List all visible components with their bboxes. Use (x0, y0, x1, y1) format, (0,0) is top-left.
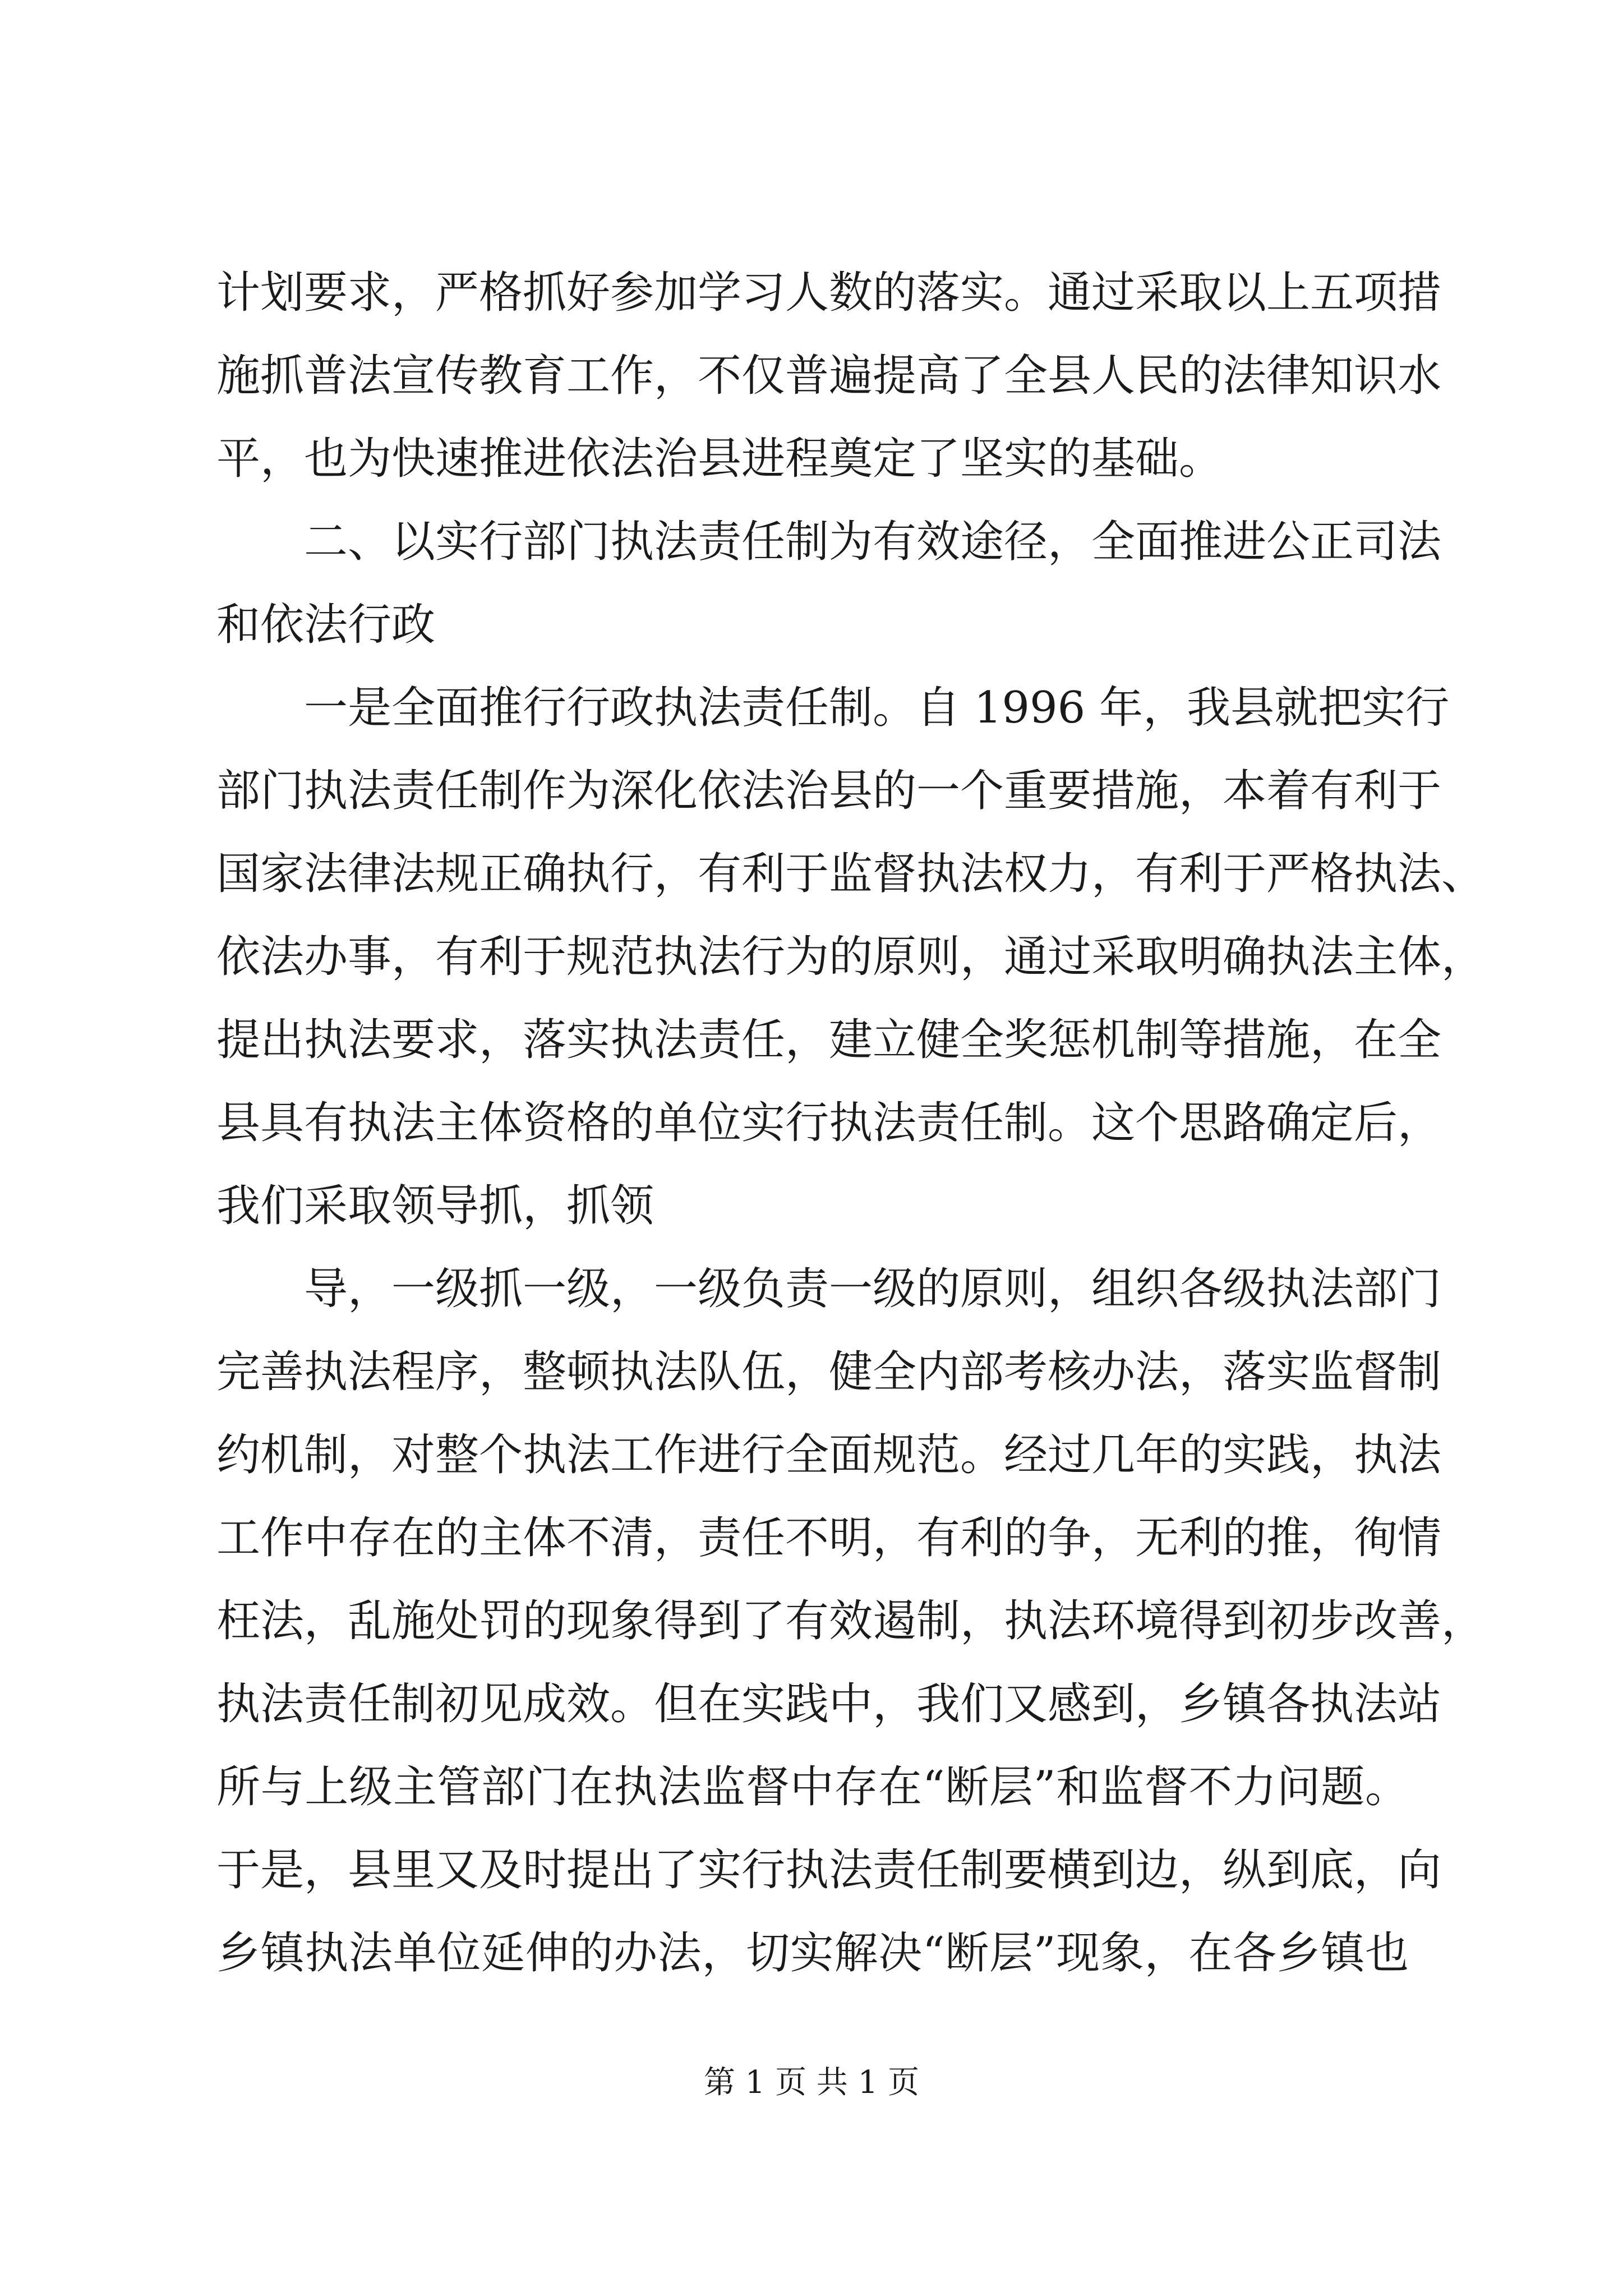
document-body (216, 251, 1486, 1995)
section-heading-line: 二、以实行部门执法责任制为有效途径，全面推进公正司法 (304, 517, 1442, 567)
text-line: 提出执法要求，落实执法责任，建立健全奖惩机制等措施，在全 (216, 1015, 1442, 1065)
text-line: 所与上级主管部门在执法监督中存在“断层”和监督不力问题。 (216, 1762, 1409, 1812)
page-number: 第 1 页 共 1 页 (703, 2064, 920, 2101)
text-line: 导，一级抓一级，一级负责一级的原则，组织各级执法部门 (304, 1264, 1442, 1314)
text-line: 平，也为快速推进依法治县进程奠定了坚实的基础。 (216, 434, 1223, 484)
text-line: 完善执法程序，整顿执法队伍，健全内部考核办法，落实监督制 (216, 1347, 1442, 1397)
section-heading-line: 和依法行政 (216, 600, 436, 650)
text-line: 枉法，乱施处罚的现象得到了有效遏制，执法环境得到初步改善， (216, 1596, 1486, 1646)
text-line: 一是全面推行行政执法责任制。自 1996 年，我县就把实行 (304, 683, 1450, 733)
page-footer (0, 2058, 1623, 2102)
text-line: 部门执法责任制作为深化依法治县的一个重要措施，本着有利于 (216, 766, 1442, 816)
text-line: 县具有执法主体资格的单位实行执法责任制。这个思路确定后， (216, 1098, 1442, 1148)
text-line: 依法办事，有利于规范执法行为的原则，通过采取明确执法主体， (216, 932, 1486, 982)
text-line: 计划要求，严格抓好参加学习人数的落实。通过采取以上五项措 (216, 268, 1442, 318)
text-line: 工作中存在的主体不清，责任不明，有利的争，无利的推，徇情 (216, 1513, 1442, 1563)
text-line: 国家法律法规正确执行，有利于监督执法权力，有利于严格执法、 (216, 849, 1486, 899)
text-line: 约机制，对整个执法工作进行全面规范。经过几年的实践，执法 (216, 1430, 1442, 1480)
text-line: 执法责任制初见成效。但在实践中，我们又感到，乡镇各执法站 (216, 1679, 1442, 1729)
text-line: 我们采取领导抓，抓领 (216, 1181, 654, 1231)
text-line: 乡镇执法单位延伸的办法，切实解决“断层”现象，在各乡镇也 (216, 1928, 1409, 1978)
text-line: 于是，县里又及时提出了实行执法责任制要横到边，纵到底，向 (216, 1845, 1442, 1895)
text-line: 施抓普法宣传教育工作，不仅普遍提高了全县人民的法律知识水 (216, 351, 1442, 401)
